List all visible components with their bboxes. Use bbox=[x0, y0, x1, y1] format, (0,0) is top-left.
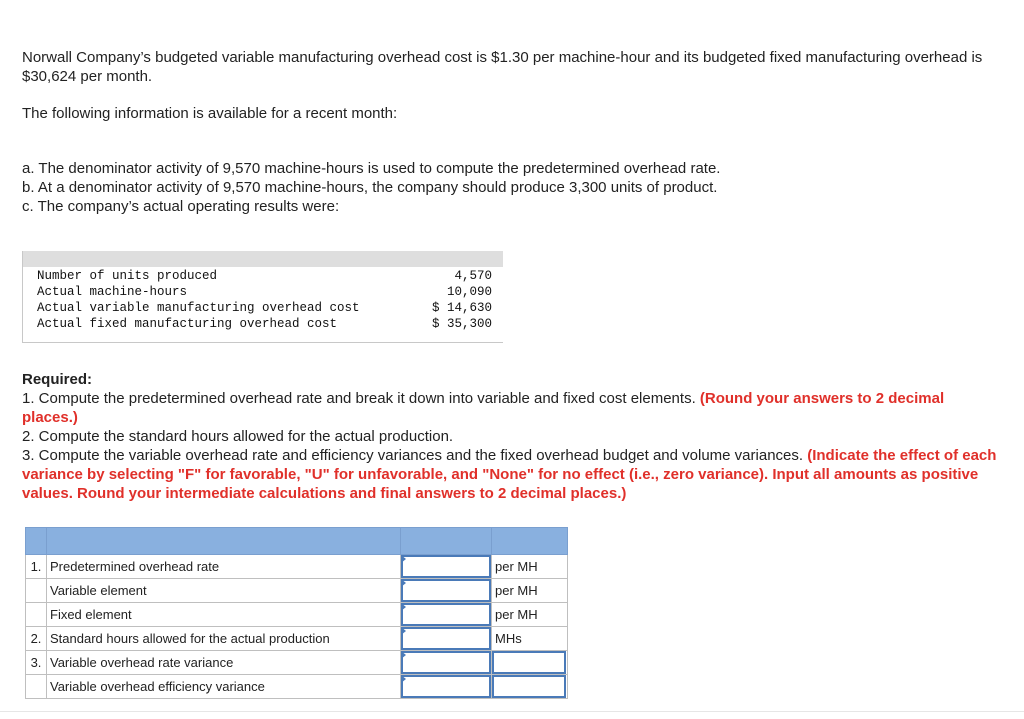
input-marker-icon bbox=[401, 627, 406, 635]
table-row bbox=[26, 651, 568, 675]
input-marker-icon bbox=[401, 555, 406, 563]
result-value: 4,570 bbox=[454, 269, 492, 283]
row-label: Fixed element bbox=[47, 603, 401, 627]
overhead-rate-input[interactable] bbox=[401, 555, 491, 578]
answer-table-header bbox=[26, 528, 568, 555]
result-label: Actual machine-hours bbox=[37, 285, 188, 299]
page-bottom-divider bbox=[0, 711, 1024, 712]
table-row bbox=[26, 603, 568, 627]
required-title: Required: bbox=[22, 371, 93, 388]
standard-hours-input[interactable] bbox=[401, 627, 491, 650]
fixed-element-input[interactable] bbox=[401, 603, 491, 626]
rate-variance-input[interactable] bbox=[401, 651, 491, 674]
info-line: The following information is available for a recent month: bbox=[22, 105, 398, 122]
table-row bbox=[37, 300, 492, 316]
row-label: Standard hours allowed for the actual production bbox=[47, 627, 401, 651]
row-number bbox=[26, 603, 47, 627]
efficiency-variance-input[interactable] bbox=[401, 675, 491, 698]
answer-table bbox=[25, 527, 568, 699]
row-number bbox=[26, 675, 47, 699]
result-value: $ 14,630 bbox=[431, 301, 492, 315]
required-item-3-note: (Indicate the effect of each variance by selecting "F" for favorable, "U" for unfavorable, and "None" for no effect (i.e., zero variance). Input all amounts as positive values. Round your intermediate calculations and final answers to 2 decimal places.) bbox=[22, 447, 997, 502]
row-unit: per MH bbox=[492, 579, 568, 603]
row-unit: per MH bbox=[492, 555, 568, 579]
table-row bbox=[26, 579, 568, 603]
required-item-1-text: 1. Compute the predetermined overhead rate and break it down into variable and fixed cost elements. bbox=[22, 390, 696, 407]
input-marker-icon bbox=[401, 651, 406, 659]
list-item-a: a. The denominator activity of 9,570 machine-hours is used to compute the predetermined overhead rate. bbox=[22, 160, 721, 177]
required-item-3 bbox=[22, 446, 997, 503]
required-item-1-note: (Round your answers to 2 decimal places.) bbox=[22, 390, 945, 426]
table-row bbox=[26, 627, 568, 651]
row-number: 2. bbox=[26, 627, 47, 651]
row-number: 3. bbox=[26, 651, 47, 675]
table-row bbox=[26, 675, 568, 699]
table-row bbox=[37, 284, 492, 300]
variable-element-input[interactable] bbox=[401, 579, 491, 602]
result-value: 10,090 bbox=[446, 285, 492, 299]
row-label: Variable element bbox=[47, 579, 401, 603]
row-number bbox=[26, 579, 47, 603]
table-row bbox=[26, 555, 568, 579]
row-label: Variable overhead efficiency variance bbox=[47, 675, 401, 699]
results-header-bar bbox=[23, 251, 503, 267]
row-unit: per MH bbox=[492, 603, 568, 627]
row-label: Variable overhead rate variance bbox=[47, 651, 401, 675]
table-row bbox=[37, 316, 492, 332]
result-label: Actual variable manufacturing overhead cost bbox=[37, 301, 360, 315]
efficiency-variance-effect-select[interactable] bbox=[492, 675, 566, 698]
row-label: Predetermined overhead rate bbox=[47, 555, 401, 579]
table-row bbox=[37, 268, 492, 284]
operating-results-table bbox=[37, 268, 492, 332]
row-number: 1. bbox=[26, 555, 47, 579]
input-marker-icon bbox=[401, 675, 406, 683]
required-section bbox=[22, 370, 997, 503]
operating-results-box bbox=[22, 251, 503, 343]
input-marker-icon bbox=[401, 603, 406, 611]
result-value: $ 35,300 bbox=[431, 317, 492, 331]
required-item-2: 2. Compute the standard hours allowed for the actual production. bbox=[22, 428, 454, 445]
required-item-3-text: 3. Compute the variable overhead rate and efficiency variances and the fixed overhead budget and volume variances. bbox=[22, 447, 804, 464]
list-item-b: b. At a denominator activity of 9,570 machine-hours, the company should produce 3,300 units of product. bbox=[22, 179, 718, 196]
result-label: Actual fixed manufacturing overhead cost bbox=[37, 317, 338, 331]
list-item-c: c. The company’s actual operating results were: bbox=[22, 198, 340, 215]
result-label: Number of units produced bbox=[37, 269, 218, 283]
input-marker-icon bbox=[401, 579, 406, 587]
results-bottom-rule bbox=[23, 342, 503, 343]
rate-variance-effect-select[interactable] bbox=[492, 651, 566, 674]
required-item-1 bbox=[22, 389, 997, 427]
problem-intro: Norwall Company’s budgeted variable manufacturing overhead cost is $1.30 per machine-hour and its budgeted fixed manufacturing overhead is $30,624 per month. bbox=[22, 49, 983, 85]
row-unit: MHs bbox=[492, 627, 568, 651]
